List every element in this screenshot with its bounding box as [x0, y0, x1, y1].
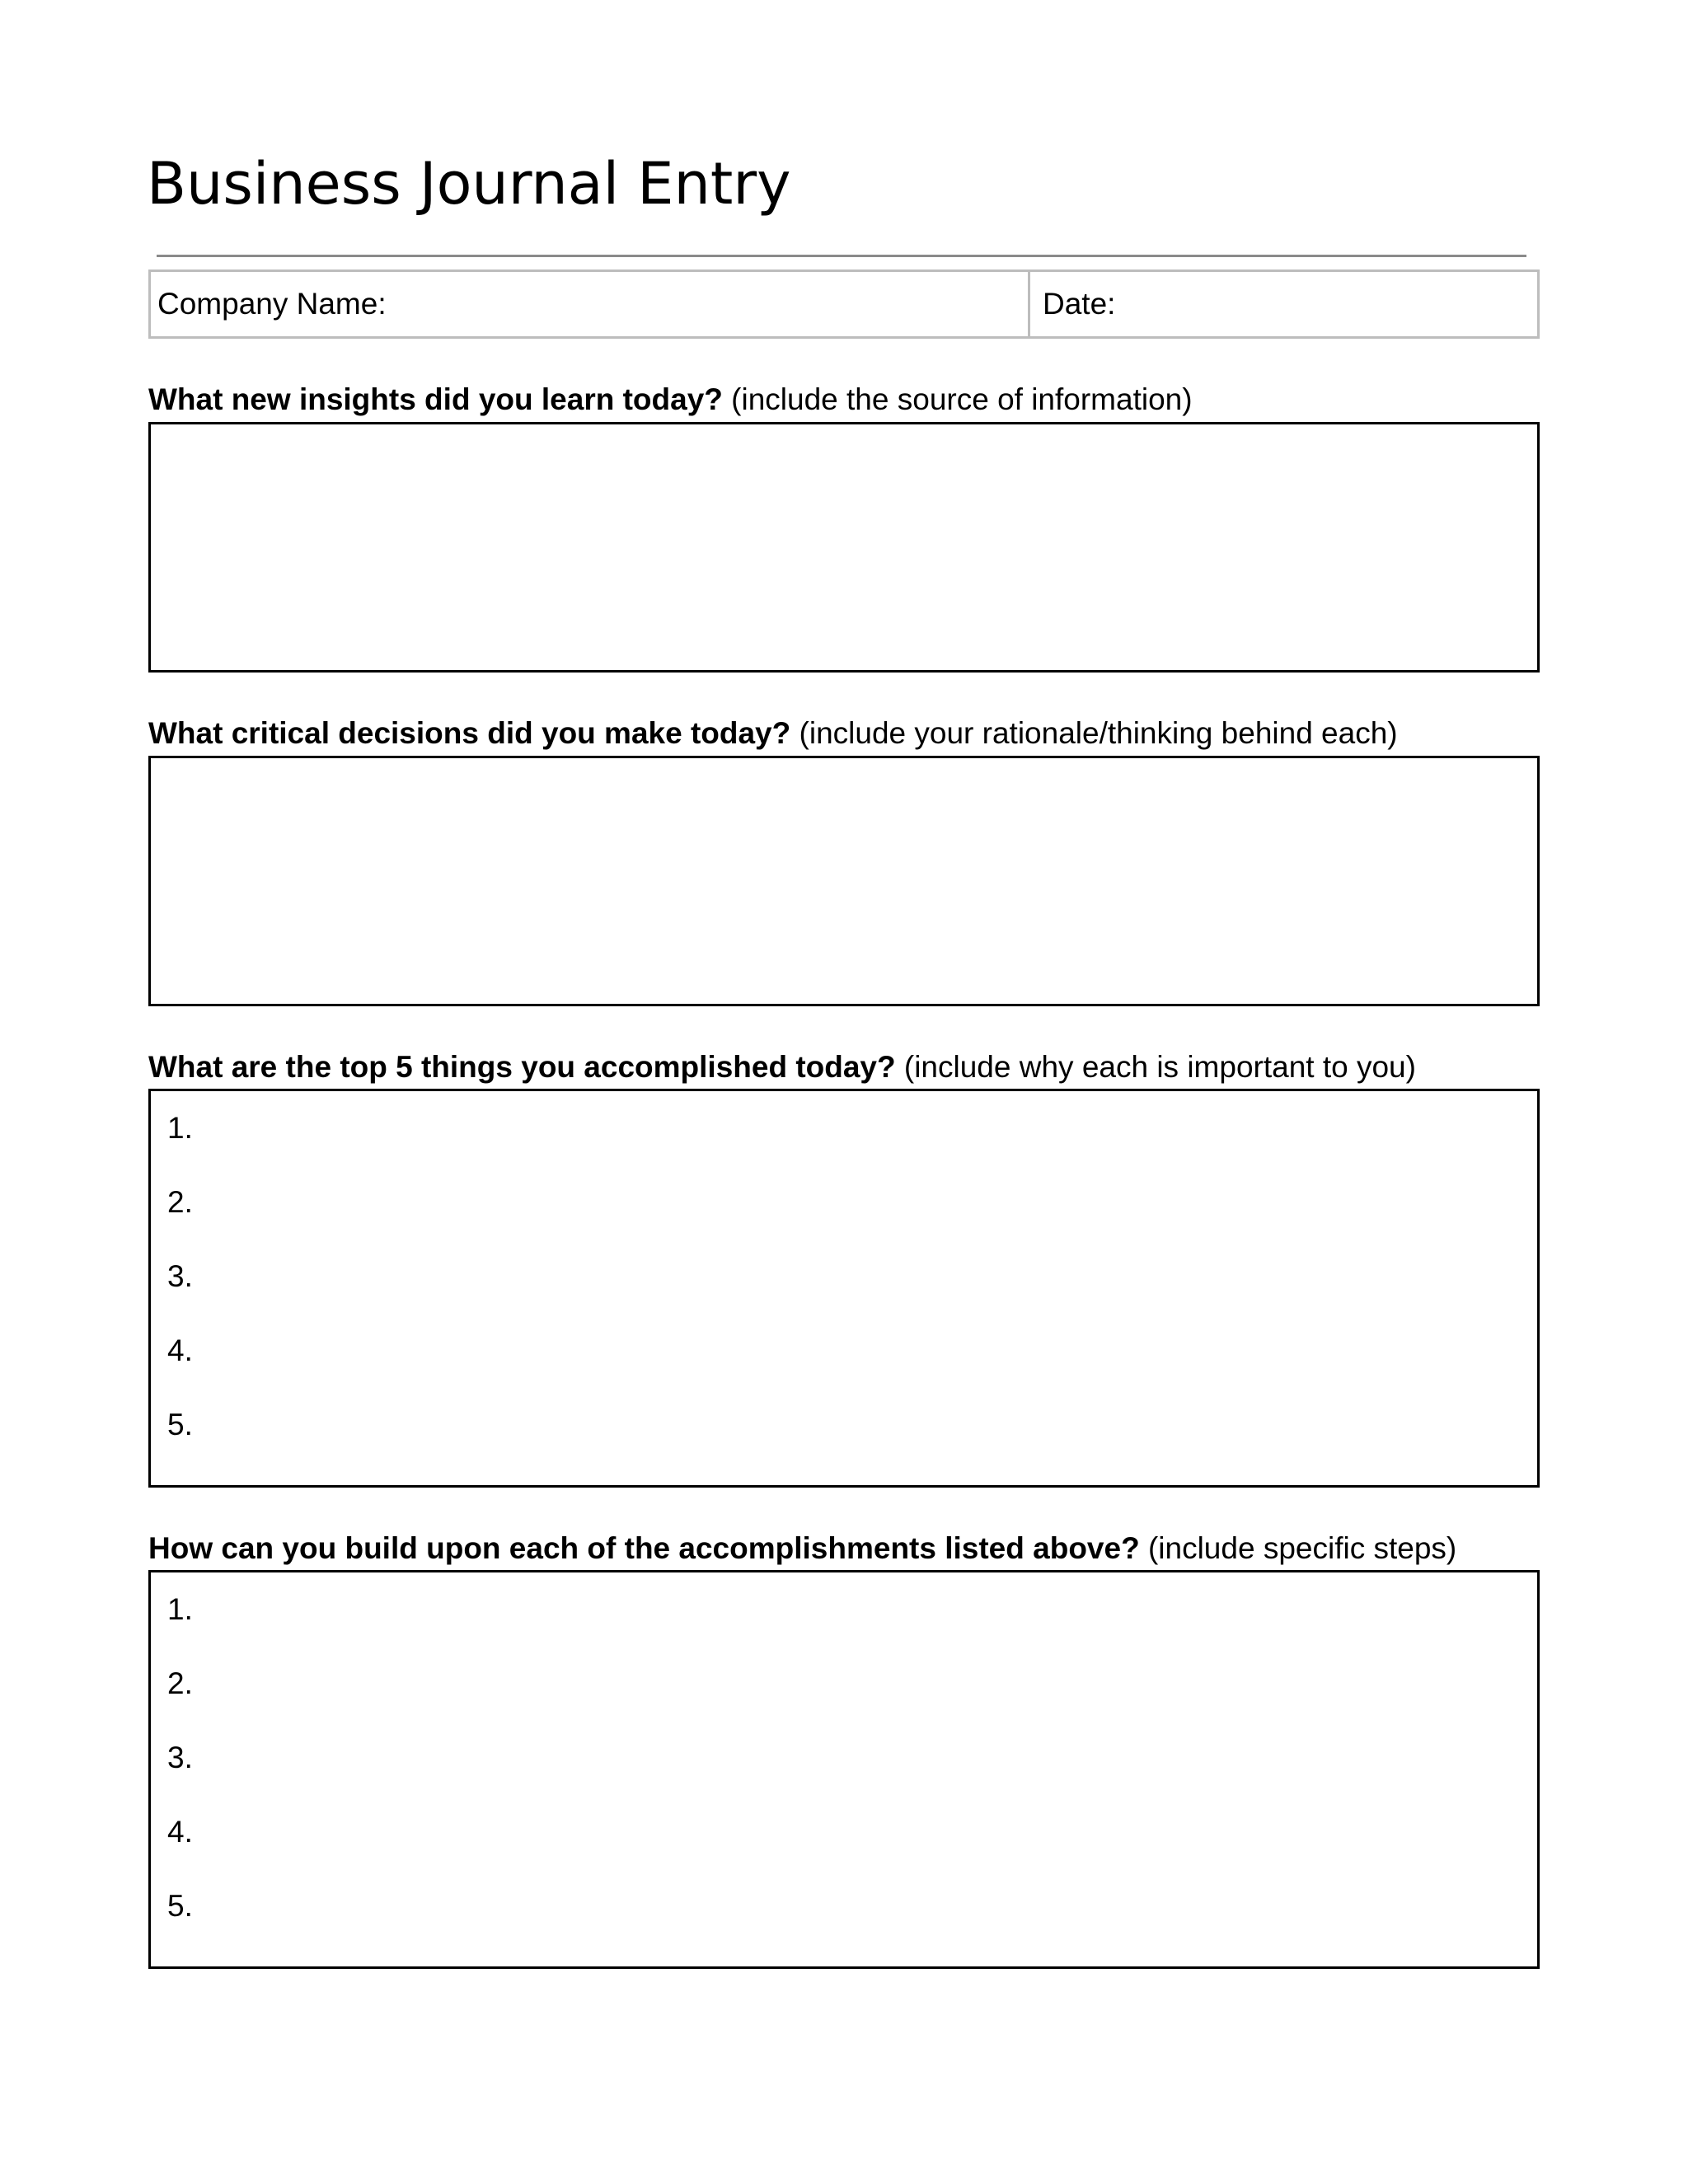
- accomplishments-list: [167, 1109, 193, 1480]
- list-item: 2.: [167, 1185, 193, 1219]
- date-field[interactable]: [1030, 272, 1537, 336]
- insights-question: [148, 381, 1193, 419]
- decisions-answer-box[interactable]: [148, 756, 1540, 1006]
- accomplishments-answer-box[interactable]: [148, 1089, 1540, 1488]
- company-name-label: Company Name:: [157, 287, 387, 321]
- insights-question-hint: (include the source of information): [722, 382, 1193, 416]
- list-item: 3.: [167, 1741, 193, 1774]
- list-item: 2.: [167, 1666, 193, 1700]
- list-item: 1.: [167, 1592, 193, 1626]
- build-upon-question: [148, 1530, 1456, 1568]
- page-title: Business Journal Entry: [147, 150, 791, 218]
- list-item: 5.: [167, 1889, 193, 1923]
- company-name-field[interactable]: [151, 272, 1030, 336]
- list-item: 4.: [167, 1333, 193, 1367]
- build-upon-list: [167, 1591, 193, 1961]
- date-label: Date:: [1043, 287, 1116, 321]
- accomplishments-question-hint: (include why each is important to you): [895, 1050, 1416, 1084]
- list-item: 5.: [167, 1408, 193, 1441]
- insights-answer-box[interactable]: [148, 422, 1540, 673]
- company-date-table: [148, 269, 1540, 339]
- insights-question-text: What new insights did you learn today?: [148, 382, 723, 416]
- list-item: 4.: [167, 1815, 193, 1849]
- build-upon-answer-box[interactable]: [148, 1570, 1540, 1969]
- accomplishments-question-text: What are the top 5 things you accomplished today?: [148, 1050, 896, 1084]
- list-item: 3.: [167, 1259, 193, 1293]
- build-upon-question-hint: (include specific steps): [1139, 1531, 1457, 1565]
- build-upon-question-text: How can you build upon each of the accomplishments listed above?: [148, 1531, 1140, 1565]
- accomplishments-question: [148, 1048, 1416, 1086]
- decisions-question-hint: (include your rationale/thinking behind each): [790, 716, 1398, 750]
- list-item: 1.: [167, 1111, 193, 1145]
- decisions-question: [148, 715, 1398, 752]
- title-divider: [157, 255, 1526, 257]
- decisions-question-text: What critical decisions did you make today?: [148, 716, 791, 750]
